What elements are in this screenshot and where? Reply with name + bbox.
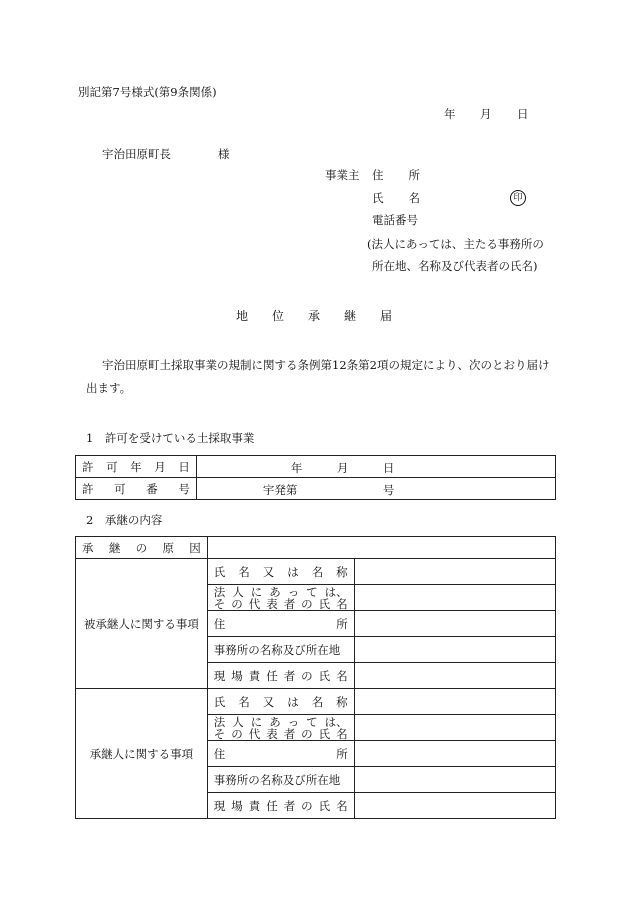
- succession-cause-label: 承 継 の 原 因: [76, 537, 208, 559]
- predecessor-site-manager-label: 現 場 責 任 者 の 氏 名: [207, 663, 354, 689]
- successor-office-value[interactable]: [354, 767, 555, 793]
- applicant-note-line1: (法人にあっては、主たる事務所の: [367, 237, 544, 251]
- succession-table: [75, 536, 556, 819]
- section1-heading: 1 許可を受けている土採取事業: [86, 431, 255, 445]
- predecessor-representative-value[interactable]: [354, 585, 555, 611]
- permit-number-value[interactable]: 宇発第 号: [196, 478, 555, 500]
- successor-office-label: 事務所の名称及び所在地: [207, 767, 354, 793]
- body-text-line2: 出ます。: [86, 381, 132, 395]
- seal-mark: 印: [510, 189, 526, 206]
- predecessor-name-row: [76, 559, 556, 585]
- successor-representative-value[interactable]: [354, 715, 555, 741]
- form-number: 別記第7号様式(第9条関係): [78, 85, 217, 99]
- successor-name-label: 氏 名 又 は 名 称: [207, 689, 354, 715]
- predecessor-group-label: 被承継人に関する事項: [76, 559, 208, 689]
- successor-site-manager-label: 現 場 責 任 者 の 氏 名: [207, 793, 354, 819]
- permit-date-row: [76, 456, 556, 478]
- successor-representative-label: 法 人 に あ っ て は、 そ の 代 表 者 の 氏 名: [207, 715, 354, 741]
- permit-table: [75, 455, 556, 500]
- applicant-address-label: 住 所: [372, 168, 420, 182]
- successor-site-manager-value[interactable]: [354, 793, 555, 819]
- predecessor-site-manager-value[interactable]: [354, 663, 555, 689]
- successor-name-value[interactable]: [354, 689, 555, 715]
- permit-date-label: 許 可 年 月 日: [76, 456, 197, 478]
- addressee-name: 宇治田原町長: [102, 147, 171, 161]
- successor-name-row: [76, 689, 556, 715]
- date-day-label: 日: [517, 107, 529, 121]
- successor-address-value[interactable]: [354, 741, 555, 767]
- successor-address-label: 住 所: [207, 741, 354, 767]
- body-text-line1: 宇治田原町土採取事業の規制に関する条例第12条第2項の規定により、次のとおり届け: [102, 358, 550, 372]
- document-title: 地 位 承 継 届: [236, 309, 392, 323]
- predecessor-office-label: 事務所の名称及び所在地: [207, 637, 354, 663]
- applicant-role: 事業主: [325, 168, 360, 182]
- predecessor-name-value[interactable]: [354, 559, 555, 585]
- addressee-honorific: 様: [218, 147, 230, 161]
- predecessor-address-value[interactable]: [354, 611, 555, 637]
- applicant-phone-label: 電話番号: [372, 213, 418, 227]
- succession-cause-row: [76, 537, 556, 559]
- predecessor-representative-label: 法 人 に あ っ て は、 そ の 代 表 者 の 氏 名: [207, 585, 354, 611]
- applicant-name-label: 氏 名: [372, 191, 420, 205]
- date-year-label: 年: [444, 107, 456, 121]
- predecessor-address-label: 住 所: [207, 611, 354, 637]
- successor-group-label: 承継人に関する事項: [76, 689, 208, 819]
- applicant-note-line2: 所在地、名称及び代表者の氏名): [372, 259, 538, 273]
- permit-number-row: [76, 478, 556, 500]
- predecessor-name-label: 氏 名 又 は 名 称: [207, 559, 354, 585]
- predecessor-office-value[interactable]: [354, 637, 555, 663]
- section2-heading: 2 承継の内容: [86, 513, 163, 527]
- permit-date-value[interactable]: 年 月 日: [196, 456, 555, 478]
- permit-number-label: 許 可 番 号: [76, 478, 197, 500]
- date-month-label: 月: [480, 107, 492, 121]
- succession-cause-value[interactable]: [207, 537, 555, 559]
